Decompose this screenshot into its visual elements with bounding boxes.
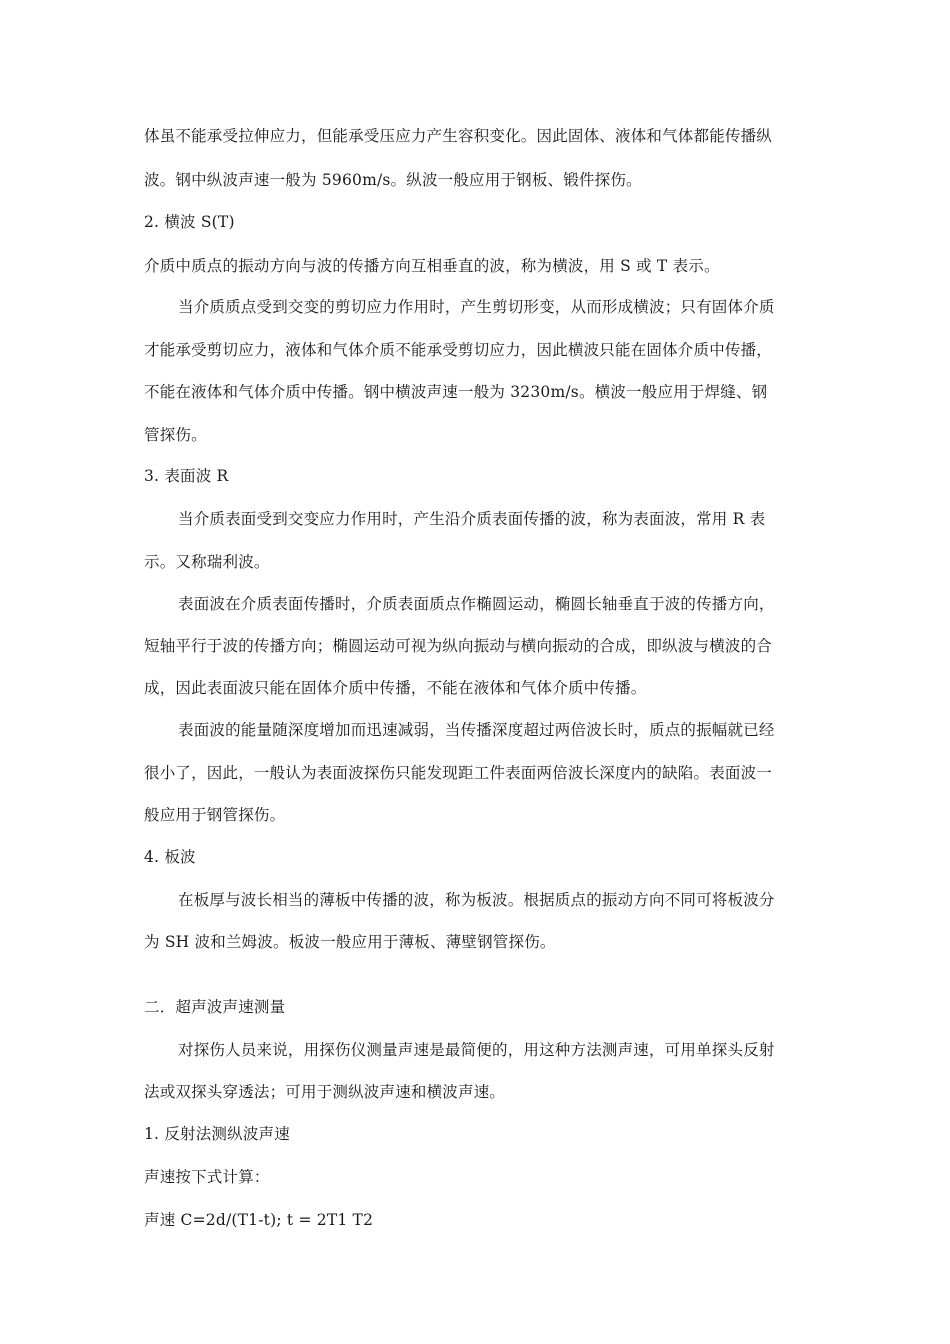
section-heading: 2. 横波 S(T) (144, 213, 235, 231)
paragraph-line: 为 SH 波和兰姆波。板波一般应用于薄板、薄壁钢管探伤。 (144, 933, 556, 951)
paragraph-line: 表面波在介质表面传播时，介质表面质点作椭圆运动，椭圆长轴垂直于波的传播方向， (178, 595, 775, 613)
paragraph-line: 不能在液体和气体介质中传播。钢中横波声速一般为 3230m/s。横波一般应用于焊缝、钢 (144, 383, 768, 401)
section-heading: 3. 表面波 R (144, 467, 229, 485)
paragraph-line: 波。钢中纵波声速一般为 5960m/s。纵波一般应用于钢板、锻件探伤。 (144, 171, 642, 189)
paragraph-line: 很小了，因此，一般认为表面波探伤只能发现距工件表面两倍波长深度内的缺陷。表面波一 (144, 764, 773, 782)
paragraph-line: 表面波的能量随深度增加而迅速减弱，当传播深度超过两倍波长时，质点的振幅就已经 (178, 721, 775, 739)
paragraph-line: 当介质表面受到交变应力作用时，产生沿介质表面传播的波，称为表面波，常用 R 表 (178, 510, 766, 528)
paragraph-line: 介质中质点的振动方向与波的传播方向互相垂直的波，称为横波，用 S 或 T 表示。 (144, 257, 720, 275)
paragraph-line: 短轴平行于波的传播方向；椭圆运动可视为纵向振动与横向振动的合成，即纵波与横波的合 (144, 637, 773, 655)
section-heading: 4. 板波 (144, 848, 196, 866)
paragraph-line: 对探伤人员来说，用探伤仪测量声速是最简便的，用这种方法测声速，可用单探头反射 (178, 1041, 775, 1059)
paragraph-line: 管探伤。 (144, 426, 207, 444)
paragraph-line: 才能承受剪切应力，液体和气体介质不能承受剪切应力，因此横波只能在固体介质中传播， (144, 341, 773, 359)
paragraph-line: 法或双探头穿透法；可用于测纵波声速和横波声速。 (144, 1083, 506, 1101)
formula-line: 声速 C=2d/(T1-t); t = 2T1 T2 (144, 1211, 374, 1229)
paragraph-line: 体虽不能承受拉伸应力，但能承受压应力产生容积变化。因此固体、液体和气体都能传播纵 (144, 127, 773, 145)
paragraph-line: 成，因此表面波只能在固体介质中传播，不能在液体和气体介质中传播。 (144, 679, 647, 697)
section-heading: 1. 反射法测纵波声速 (144, 1125, 290, 1143)
paragraph-line: 在板厚与波长相当的薄板中传播的波，称为板波。根据质点的振动方向不同可将板波分 (178, 891, 775, 909)
paragraph-line: 当介质质点受到交变的剪切应力作用时，产生剪切形变，从而形成横波；只有固体介质 (178, 298, 775, 316)
paragraph-line: 示。又称瑞利波。 (144, 553, 270, 571)
paragraph-line: 般应用于钢管探伤。 (144, 806, 286, 824)
chapter-heading: 二．超声波声速测量 (144, 998, 286, 1016)
paragraph-line: 声速按下式计算： (144, 1168, 270, 1186)
